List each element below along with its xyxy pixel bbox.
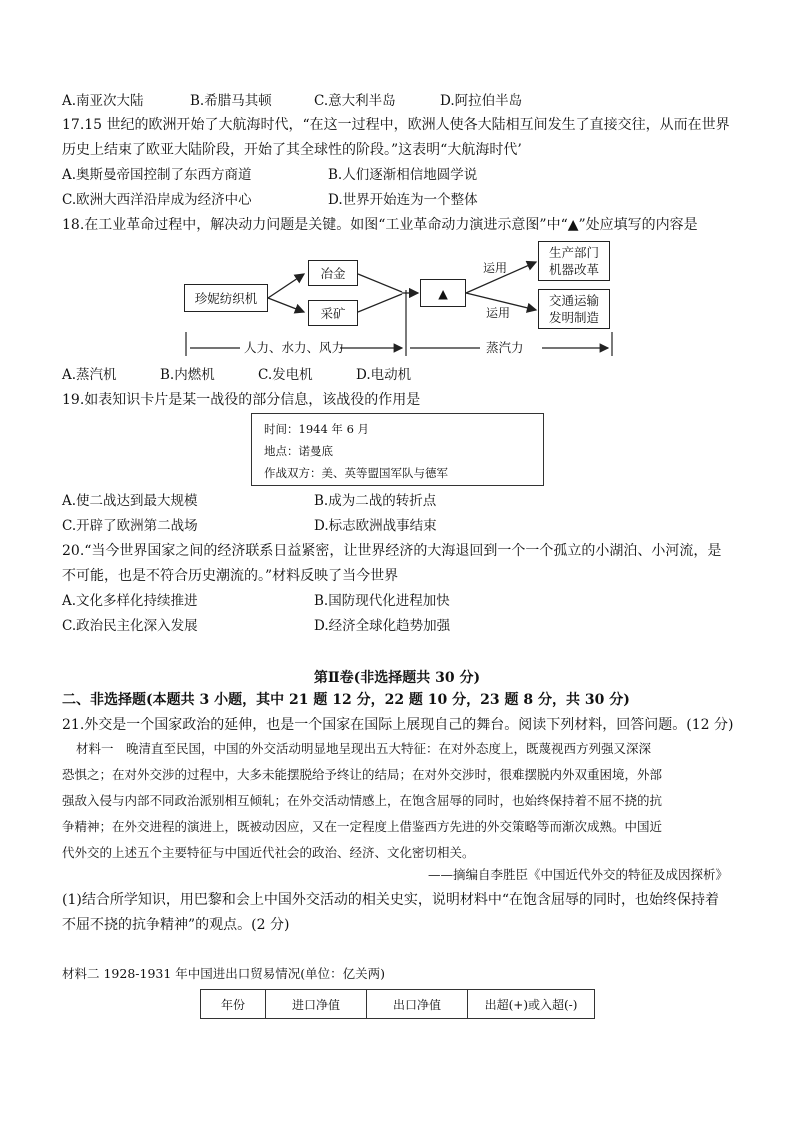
q21-sub1-line1: (1)结合所学知识，用巴黎和会上中国外交活动的相关史实，说明材料中“在饱含屈辱的同时，也始终保持着: [62, 892, 719, 908]
q17-option-b: B.人们逐渐相信地圆学说: [328, 167, 478, 183]
material1-line1: 材料一 晚清直至民国，中国的外交活动明显地呈现出五大特征：在对外态度上，既蔑视西方列强又深深: [76, 741, 652, 756]
q16-option-a: A.南亚次大陆: [62, 93, 144, 109]
material1-line2: 恐惧之；在对外交涉的过程中，大多未能摆脱给予终让的结局；在对外交涉时，很难摆脱内外双重困境，外部: [62, 767, 663, 782]
table-header-cell: 进口净值: [266, 990, 367, 1019]
part2-heading: 二、非选择题(本题共 3 小题，其中 21 题 12 分，22 题 10 分，23 题 8 分，共 30 分): [62, 692, 630, 708]
q19-stem: 19.如表知识卡片是某一战役的部分信息，该战役的作用是: [62, 392, 421, 408]
q18-stem: 18.在工业革命过程中，解决动力问题是关键。如图“工业革命动力演进示意图”中“▲”处应填写的内容是: [62, 217, 698, 233]
material1-line5: 代外交的上述五个主要特征与中国近代社会的政治、经济、文化密切相关。: [62, 845, 475, 860]
card-sides: 作战双方：美、英等盟国军队与德军: [264, 466, 448, 480]
q20-option-b: B.国防现代化进程加快: [314, 593, 450, 609]
q18-option-a: A.蒸汽机: [62, 367, 117, 383]
q19-option-a: A.使二战达到最大规模: [62, 493, 198, 509]
q21-sub1-line2: 不屈不挠的抗争精神”的观点。(2 分): [62, 917, 290, 933]
q16-option-c: C.意大利半岛: [314, 93, 396, 109]
table-header-cell: 出超(+)或入超(-): [468, 990, 595, 1019]
q20-option-a: A.文化多样化持续推进: [62, 593, 198, 609]
q17-option-a: A.奥斯曼帝国控制了东西方商道: [62, 167, 252, 183]
diagram-start-box: 珍妮纺织机: [184, 284, 268, 312]
q20-option-c: C.政治民主化深入发展: [62, 618, 198, 634]
transport-line1: 交通运输: [548, 293, 599, 308]
diagram-use-bottom-label: 运用: [486, 306, 511, 320]
q16-option-b: B.希腊马其顿: [190, 93, 272, 109]
card-time: 时间：1944 年 6 月: [264, 422, 370, 436]
table-header-cell: 年份: [201, 990, 266, 1019]
knowledge-card: [251, 413, 544, 486]
q17-stem-line1: 17.15 世纪的欧洲开始了大航海时代，“在这一过程中，欧洲人使各大陆相互间发生了直接交往，从而在世界: [62, 117, 730, 133]
diagram-power-left: 人力、水力、风力: [244, 340, 345, 355]
q17-option-d: D.世界开始连为一个整体: [328, 192, 478, 208]
q20-stem-line2: 不可能，也是不符合历史潮流的。”材料反映了当今世界: [62, 568, 399, 584]
q19-option-d: D.标志欧洲战事结束: [314, 518, 437, 534]
q20-option-d: D.经济全球化趋势加强: [314, 618, 451, 634]
diagram-transport-box: [538, 289, 610, 329]
material1: [62, 736, 732, 866]
diagram-metallurgy-box: 冶金: [308, 260, 358, 286]
power-diagram: [180, 240, 620, 358]
q21-stem: 21.外交是一个国家政治的延伸，也是一个国家在国际上展现自己的舞台。阅读下列材料，回答问题。(12 分): [62, 717, 734, 733]
q18-option-b: B.内燃机: [160, 367, 215, 383]
diagram-production-box: [538, 241, 610, 281]
material1-source: ——摘编自李胜臣《中国近代外交的特征及成因探析》: [427, 867, 728, 882]
part2-title: 第Ⅱ卷(非选择题共 30 分): [313, 670, 481, 686]
q19-option-c: C.开辟了欧洲第二战场: [62, 518, 198, 534]
diagram-use-top-label: 运用: [483, 261, 508, 275]
q20-stem-line1: 20.“当今世界国家之间的经济联系日益紧密，让世界经济的大海退回到一个一个孤立的小湖泊、小河流，是: [62, 543, 722, 559]
transport-line2: 发明制造: [548, 310, 599, 325]
material1-line3: 强敌入侵与内部不同政治派别相互倾轧；在外交活动情感上，在饱含屈辱的同时，也始终保持着不屈不挠的抗: [62, 793, 663, 808]
diagram-blank-box: ▲: [420, 279, 466, 307]
card-place: 地点：诺曼底: [264, 444, 333, 458]
q18-option-c: C.发电机: [258, 367, 313, 383]
q16-option-d: D.阿拉伯半岛: [440, 93, 523, 109]
table-header-cell: 出口净值: [367, 990, 468, 1019]
material2-title: 材料二 1928-1931 年中国进出口贸易情况(单位：亿关两): [62, 966, 386, 981]
q18-option-d: D.电动机: [356, 367, 412, 383]
q17-stem-line2: 历史上结束了欧亚大陆阶段，开始了其全球性的阶段。”这表明“大航海时代’: [62, 142, 522, 158]
diagram-mining-box: 采矿: [308, 300, 358, 326]
diagram-power-right: 蒸汽力: [486, 340, 524, 355]
production-line2: 机器改革: [548, 262, 599, 277]
trade-table: [200, 989, 595, 1019]
production-line1: 生产部门: [548, 245, 599, 260]
q17-option-c: C.欧洲大西洋沿岸成为经济中心: [62, 192, 252, 208]
table-header-row: [201, 990, 595, 1019]
material1-line4: 争精神；在外交进程的演进上，既被动因应，又在一定程度上借鉴西方先进的外交策略等而渐次成熟。中国近: [62, 819, 663, 834]
q19-option-b: B.成为二战的转折点: [314, 493, 437, 509]
